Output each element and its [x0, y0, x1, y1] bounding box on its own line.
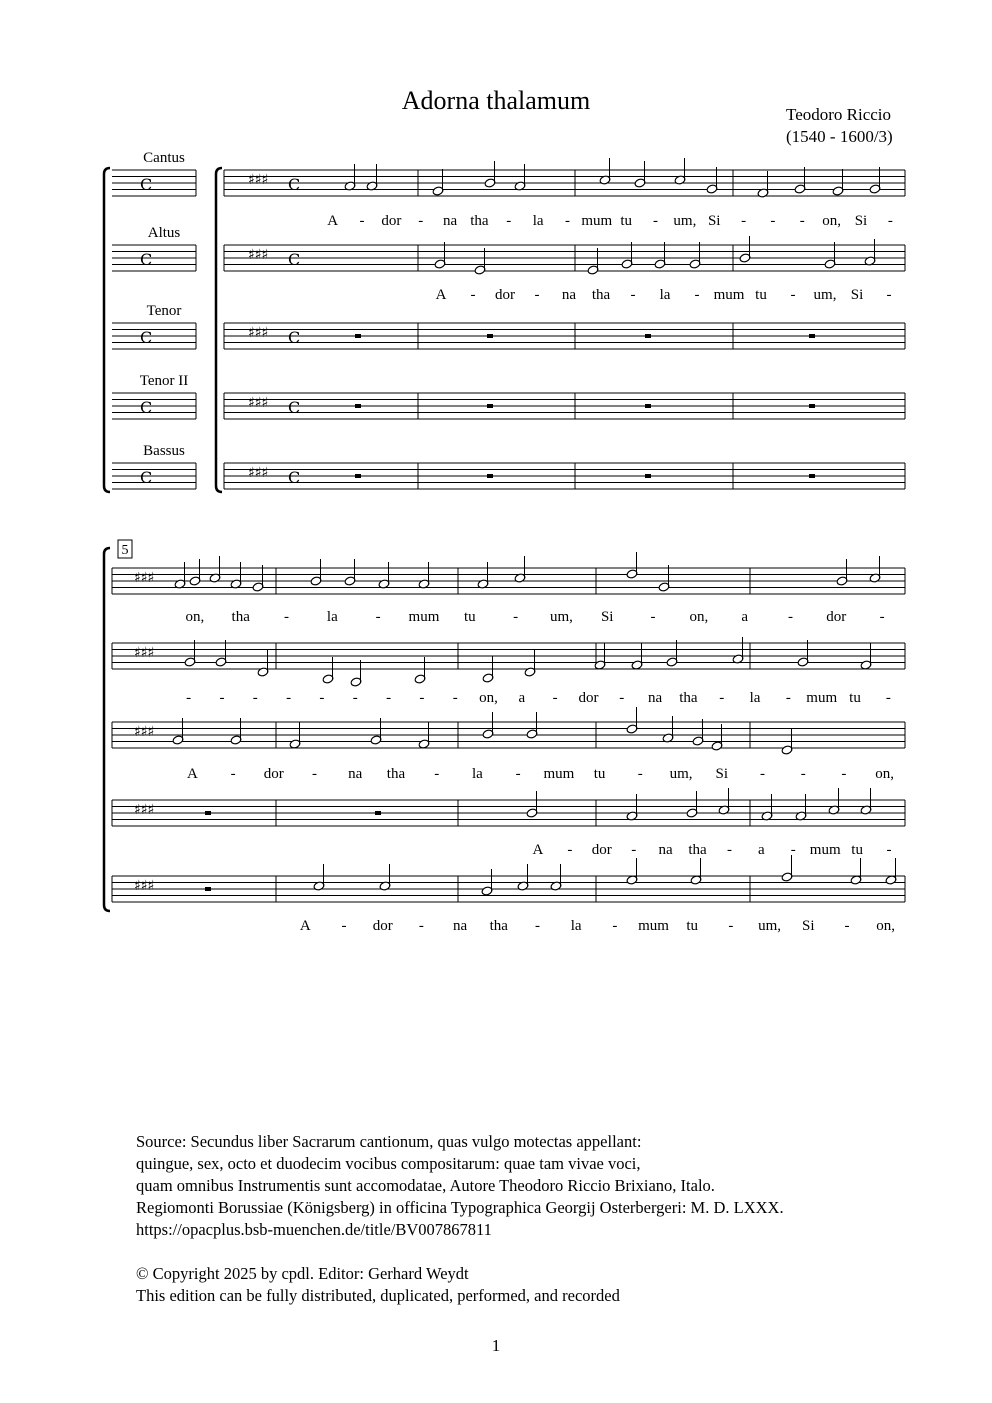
lyric-syllable: mum — [581, 213, 613, 229]
lyric-syllable: - — [284, 609, 290, 625]
lyric-syllable: - — [787, 609, 793, 625]
lyric-syllable: - — [879, 609, 885, 625]
lyric-syllable: mum — [809, 842, 841, 858]
whole-rest — [645, 334, 651, 338]
lyric-syllable: - — [800, 766, 806, 782]
lyric-syllable: na — [453, 918, 468, 934]
time-signature: C — [288, 175, 301, 194]
lyric-syllable: - — [418, 213, 424, 229]
lyric-syllable: Si — [854, 213, 868, 229]
lyric-syllable: tu — [755, 287, 767, 303]
time-signature: C — [288, 328, 301, 347]
lyric-syllable: - — [653, 213, 659, 229]
voice-label: Tenor II — [139, 373, 189, 389]
lyric-syllable: A — [186, 766, 198, 782]
lyric-syllable: tha — [231, 609, 250, 625]
lyric-syllable: - — [564, 213, 570, 229]
lyric-syllable: Si — [850, 287, 864, 303]
source-line: quam omnibus Instrumentis sunt accomodatae, Autore Theodoro Riccio Brixiano, Italo. — [136, 1176, 715, 1195]
lyric-syllable: mum — [713, 287, 745, 303]
lyric-syllable: a — [758, 842, 765, 858]
lyric-syllable: dor — [495, 287, 515, 303]
whole-rest — [355, 404, 361, 408]
lyric-syllable: Si — [715, 766, 729, 782]
lyric-syllable: - — [887, 213, 893, 229]
lyric-syllable: - — [452, 690, 458, 706]
lyric-syllable: - — [319, 690, 325, 706]
lyric-syllable: - — [418, 918, 424, 934]
lyric-syllable: dor — [372, 918, 393, 934]
lyric-syllable: mum — [806, 690, 838, 706]
lyric-syllable: - — [515, 766, 521, 782]
whole-rest — [487, 404, 493, 408]
lyric-syllable: on, — [876, 918, 896, 934]
lyric-syllable: dor — [381, 213, 402, 229]
lyric-syllable: - — [741, 213, 747, 229]
lyric-syllable: - — [719, 690, 725, 706]
voice-label: Bassus — [143, 443, 185, 459]
lyric-syllable: - — [619, 690, 625, 706]
lyric-syllable: - — [630, 287, 636, 303]
lyric-syllable: la — [326, 609, 338, 625]
lyric-syllable: - — [341, 918, 347, 934]
lyric-syllable: Si — [802, 918, 815, 934]
lyric-syllable: tha — [489, 918, 508, 934]
lyric-syllable: Si — [600, 609, 614, 625]
composer-dates: (1540 - 1600/3) — [786, 127, 893, 146]
source-line: quingue, sex, octo et duodecim vocibus compositarum: quae tam vivae voci, — [136, 1154, 641, 1173]
lyric-syllable: la — [532, 213, 544, 229]
lyric-syllable: um, — [758, 918, 782, 934]
lyric-syllable: on, — [875, 766, 895, 782]
lyric-syllable: tha — [591, 287, 611, 303]
lyric-syllable: A — [435, 287, 447, 303]
key-signature: ♯♯♯ — [134, 878, 155, 894]
footer-notes — [136, 1131, 784, 1307]
measure-number: 5 — [121, 543, 129, 558]
lyric-syllable: tha — [679, 690, 698, 706]
lyric-syllable: - — [506, 213, 512, 229]
lyric-syllable: - — [790, 842, 796, 858]
lyric-syllable: la — [749, 690, 761, 706]
lyric-syllable: on, — [185, 609, 205, 625]
lyric-syllable: na — [348, 766, 363, 782]
lyric-syllable: - — [230, 766, 236, 782]
key-signature: ♯♯♯ — [134, 802, 155, 818]
lyric-syllable: tu — [686, 918, 699, 934]
whole-rest — [645, 404, 651, 408]
lyric-syllable: - — [352, 690, 358, 706]
lyric-syllable: - — [844, 918, 850, 934]
lyric-syllable: - — [770, 213, 776, 229]
time-signature: C — [140, 398, 153, 417]
lyric-syllable: A — [532, 842, 544, 858]
lyric-syllable: A — [299, 918, 311, 934]
voice-label: Tenor — [146, 303, 182, 319]
lyric-syllable: tha — [386, 766, 406, 782]
lyric-syllable: - — [728, 918, 734, 934]
lyric-syllable: - — [359, 213, 365, 229]
lyric-syllable: - — [219, 690, 225, 706]
lyric-syllable: - — [534, 918, 540, 934]
lyric-syllable: - — [885, 690, 891, 706]
time-signature: C — [288, 398, 301, 417]
copyright-line: © Copyright 2025 by cpdl. Editor: Gerhard Weydt — [136, 1264, 469, 1283]
lyric-syllable: - — [785, 690, 791, 706]
lyric-syllable: - — [186, 690, 192, 706]
lyric-syllable: - — [886, 842, 892, 858]
page-number: 1 — [491, 1336, 501, 1355]
lyric-syllable: - — [886, 287, 892, 303]
lyric-syllable: - — [726, 842, 732, 858]
whole-rest — [355, 474, 361, 478]
lyric-syllable: mum — [408, 609, 440, 625]
lyric-syllable: tu — [620, 213, 633, 229]
whole-rest — [205, 887, 211, 891]
lyric-syllable: la — [659, 287, 671, 303]
whole-rest — [645, 474, 651, 478]
key-signature: ♯♯♯ — [248, 247, 269, 263]
lyric-syllable: na — [442, 213, 458, 229]
lyric-syllable: - — [419, 690, 425, 706]
lyric-syllable: - — [650, 609, 656, 625]
lyric-syllable: A — [327, 213, 339, 229]
key-signature: ♯♯♯ — [134, 724, 155, 740]
whole-rest — [809, 474, 815, 478]
lyric-syllable: - — [841, 766, 847, 782]
key-signature: ♯♯♯ — [248, 172, 269, 188]
source-url: https://opacplus.bsb-muenchen.de/title/BV007867811 — [136, 1220, 492, 1239]
whole-rest — [487, 334, 493, 338]
lyric-syllable: - — [567, 842, 573, 858]
lyric-syllable: tu — [851, 842, 863, 858]
time-signature: C — [140, 468, 153, 487]
whole-rest — [809, 404, 815, 408]
system-bracket — [104, 548, 110, 911]
lyric-syllable: la — [570, 918, 582, 934]
lyric-syllable: dor — [826, 609, 847, 625]
key-signature: ♯♯♯ — [248, 325, 269, 341]
whole-rest — [487, 474, 493, 478]
license-line: This edition can be fully distributed, duplicated, performed, and recorded — [136, 1286, 620, 1305]
lyric-syllable: tu — [593, 766, 606, 782]
lyric-syllable: um, — [669, 766, 693, 782]
key-signature: ♯♯♯ — [248, 465, 269, 481]
key-signature: ♯♯♯ — [248, 395, 269, 411]
lyric-syllable: a — [518, 690, 526, 706]
voice-label: Altus — [147, 225, 181, 241]
lyric-syllable: - — [612, 918, 618, 934]
whole-rest — [355, 334, 361, 338]
whole-rest — [809, 334, 815, 338]
lyric-syllable: - — [513, 609, 519, 625]
lyric-syllable: dor — [578, 690, 599, 706]
whole-rest — [205, 811, 211, 815]
lyric-syllable: na — [658, 842, 673, 858]
lyric-syllable: - — [799, 213, 805, 229]
lyric-syllable: - — [637, 766, 643, 782]
voice-label: Cantus — [143, 150, 185, 166]
piece-title: Adorna thalamum — [401, 86, 591, 115]
lyric-syllable: Si — [707, 213, 721, 229]
lyric-syllable: - — [286, 690, 292, 706]
lyric-syllable: a — [741, 609, 748, 625]
lyric-syllable: - — [534, 287, 540, 303]
source-line: Source: Secundus liber Sacrarum cantionum, quas vulgo motectas appellant: — [136, 1132, 642, 1151]
time-signature: C — [140, 175, 153, 194]
lyric-syllable: - — [694, 287, 700, 303]
lyric-syllable: - — [386, 690, 392, 706]
time-signature: C — [140, 250, 153, 269]
lyric-syllable: - — [434, 766, 440, 782]
lyric-syllable: - — [631, 842, 637, 858]
time-signature: C — [288, 250, 301, 269]
lyric-syllable: - — [552, 690, 558, 706]
lyric-syllable: um, — [549, 609, 573, 625]
key-signature: ♯♯♯ — [134, 645, 155, 661]
system-bracket — [216, 168, 222, 492]
time-signature: C — [288, 468, 301, 487]
lyric-syllable: - — [375, 609, 381, 625]
lyric-syllable: on, — [689, 609, 709, 625]
whole-rest — [375, 811, 381, 815]
lyric-syllable: - — [312, 766, 318, 782]
lyric-syllable: on, — [479, 690, 498, 706]
lyric-syllable: la — [472, 766, 483, 782]
lyric-syllable: dor — [591, 842, 612, 858]
lyric-syllable: - — [759, 766, 765, 782]
lyric-syllable: tha — [688, 842, 707, 858]
source-line: Regiomonti Borussiae (Königsberg) in officina Typographica Georgij Osterbergeri: M. D. LXXX. — [136, 1198, 784, 1217]
lyric-syllable: mum — [543, 766, 575, 782]
composer-name: Teodoro Riccio — [786, 105, 892, 124]
lyric-syllable: tu — [849, 690, 861, 706]
key-signature: ♯♯♯ — [134, 570, 155, 586]
lyric-syllable: - — [252, 690, 258, 706]
lyric-syllable: - — [470, 287, 476, 303]
system-bracket — [104, 168, 110, 492]
lyric-syllable: na — [648, 690, 663, 706]
lyric-syllable: tha — [470, 213, 489, 229]
lyric-syllable: mum — [638, 918, 669, 934]
lyric-syllable: um, — [813, 287, 837, 303]
lyric-syllable: dor — [263, 766, 284, 782]
lyric-syllable: um, — [673, 213, 697, 229]
lyric-syllable: tu — [463, 609, 476, 625]
time-signature: C — [140, 328, 153, 347]
lyric-syllable: on, — [822, 213, 841, 229]
lyric-syllable: na — [561, 287, 577, 303]
lyric-syllable: - — [790, 287, 796, 303]
